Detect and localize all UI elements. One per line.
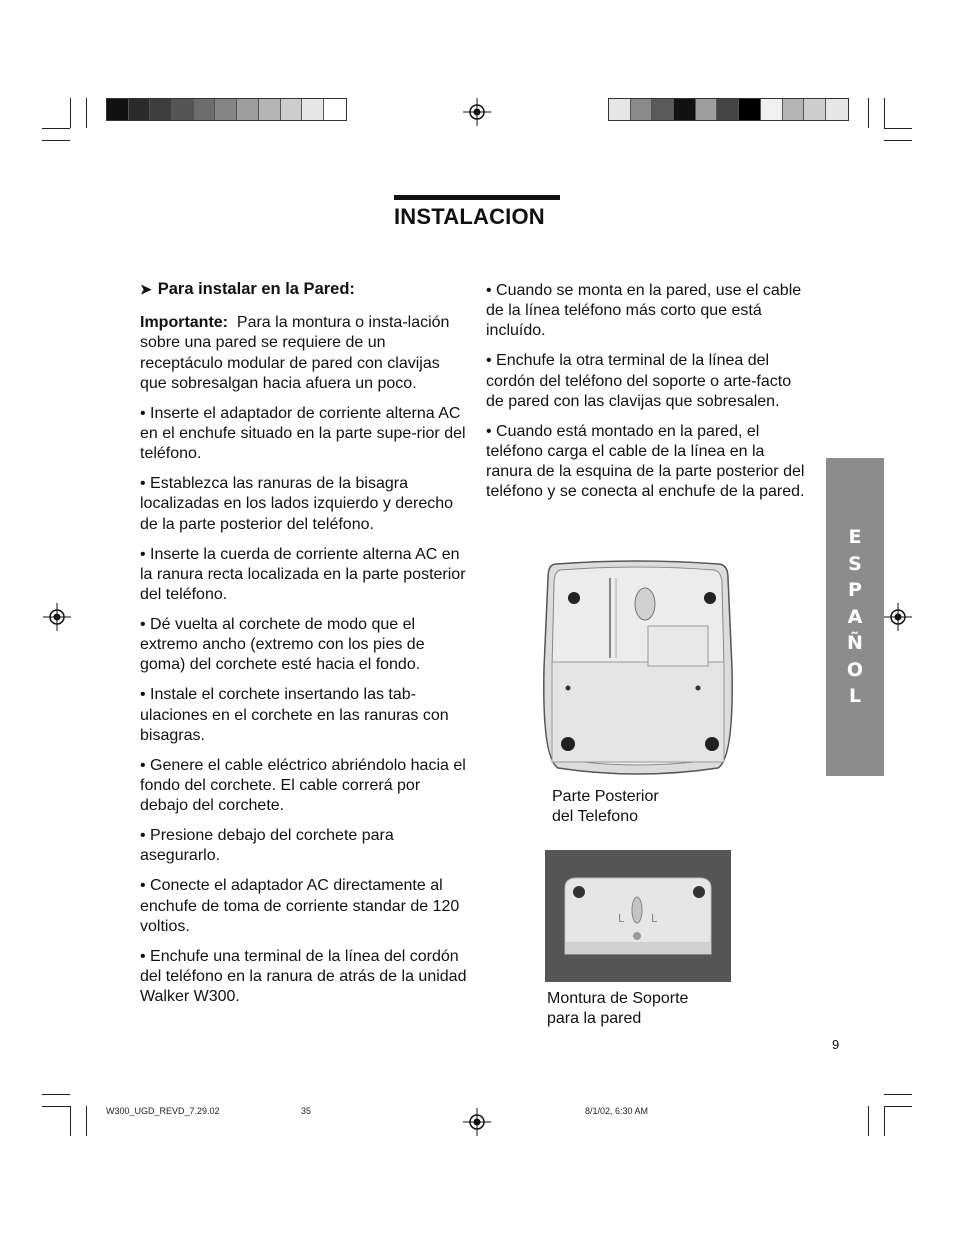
list-item: • Presione debajo del corchete para asegurarlo.	[140, 827, 394, 865]
footer-date: 8/1/02, 6:30 AM	[585, 1106, 649, 1116]
crop-mark	[868, 1106, 869, 1136]
side-tab-letter: O	[846, 658, 864, 681]
wall-bracket-image	[545, 850, 731, 982]
crop-mark	[884, 98, 885, 128]
language-side-tab	[826, 458, 884, 776]
caption-bracket: Montura de Soporte para la pared	[547, 990, 689, 1027]
crop-mark	[86, 1106, 87, 1136]
crop-mark	[884, 128, 912, 129]
crop-mark	[42, 128, 70, 129]
important-note: Importante: Para la montura o insta-lación sobre una pared se requiere de un receptáculo modular de pared con clavijas que sobresalgan hacia afuera un poco.	[140, 314, 450, 392]
page-number: 9	[832, 1037, 840, 1052]
arrow-icon: ➤	[140, 281, 152, 297]
crop-mark	[884, 1094, 912, 1095]
crop-mark	[42, 1094, 70, 1095]
list-item: • Cuando está montado en la pared, el teléfono carga el cable de la línea en la ranura de la esquina de la parte posterior del teléfono y se conecta al enchufe de la pared.	[486, 422, 805, 501]
svg-text:L: L	[618, 912, 625, 925]
svg-text:L: L	[651, 912, 658, 925]
side-tab-letter: A	[847, 605, 863, 628]
crop-mark	[884, 1106, 912, 1107]
list-item: • Dé vuelta al corchete de modo que el extremo ancho (extremo con los pies de goma) del corchete esté hacia el fondo.	[140, 616, 425, 674]
list-item: • Enchufe una terminal de la línea del cordón del teléfono en la ranura de atrás de la unidad Walker W300.	[140, 947, 467, 1006]
registration-mark-icon	[43, 603, 71, 631]
list-item: • Inserte el adaptador de corriente alterna AC en el enchufe situado en la parte supe-rior del teléfono.	[140, 404, 466, 463]
crop-mark	[42, 1106, 70, 1107]
registration-mark-icon	[884, 603, 912, 631]
side-tab-letter: L	[848, 685, 862, 707]
crop-mark	[884, 1106, 885, 1136]
section-heading: ➤ Para instalar en la Pared:	[140, 280, 355, 298]
color-bar-left	[106, 98, 347, 121]
title-rule	[394, 195, 560, 200]
page-title: INSTALACION	[394, 204, 545, 229]
caption-phone-back: Parte Posterior del Telefono	[552, 788, 659, 825]
list-item: • Establezca las ranuras de la bisagra localizadas en los lados izquierdo y derecho de la parte posterior del teléfono.	[140, 475, 454, 533]
footer-page: 35	[301, 1106, 312, 1116]
registration-mark-icon	[463, 1108, 491, 1136]
crop-mark	[70, 98, 71, 128]
phone-back-image	[538, 558, 738, 778]
crop-mark	[884, 140, 912, 141]
list-item: • Genere el cable eléctrico abriéndolo hacia el fondo del corchete. El cable correrá por debajo del corchete.	[140, 756, 466, 815]
color-bar-right	[608, 98, 849, 121]
side-tab-letter: Ñ	[847, 632, 863, 654]
crop-mark	[86, 98, 87, 128]
crop-mark	[42, 140, 70, 141]
list-item: • Inserte la cuerda de corriente alterna AC en la ranura recta localizada en la parte posterior del teléfono.	[140, 545, 466, 604]
crop-mark	[70, 1106, 71, 1136]
left-column	[140, 279, 470, 1017]
list-item: • Instale el corchete insertando las tab-ulaciones en el corchete en las ranuras con bisagras.	[140, 686, 449, 744]
footer-file: W300_UGD_REVD_7.29.02	[106, 1106, 220, 1116]
list-item: • Conecte el adaptador AC directamente al enchufe de toma de corriente standar de 120 voltios.	[140, 877, 460, 935]
side-tab-letter: E	[848, 526, 862, 548]
list-item: • Enchufe la otra terminal de la línea del cordón del teléfono del soporte o arte-facto de pared con las clavijas que sobresalen.	[486, 352, 792, 410]
list-item: • Cuando se monta en la pared, use el cable de la línea teléfono más corto que está incluído.	[486, 282, 802, 340]
right-column	[486, 281, 810, 512]
side-tab-letter: S	[848, 552, 862, 575]
registration-mark-icon	[463, 98, 491, 126]
side-tab-letter: P	[848, 579, 862, 601]
crop-mark	[868, 98, 869, 128]
